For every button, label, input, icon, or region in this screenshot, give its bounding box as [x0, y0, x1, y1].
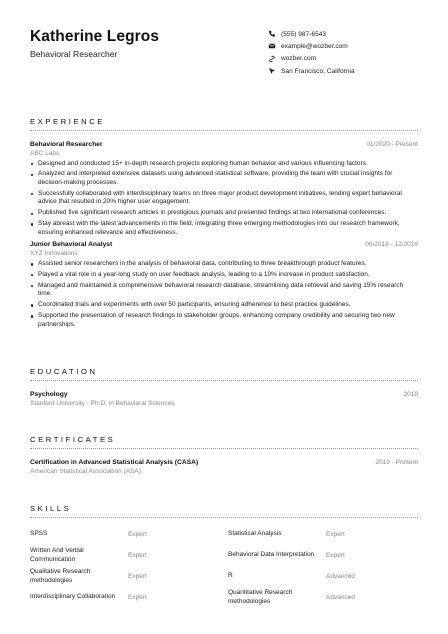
bullet-item: Managed and maintained a comprehensive behavioral research database, streamlining data retrieval and saving 15% research time.: [30, 282, 418, 299]
job-bullets: [30, 260, 418, 329]
contact-email-text: example@wozber.com: [281, 42, 348, 50]
contact-block: [268, 28, 428, 77]
education-heading: EDUCATION: [30, 367, 98, 376]
skill-name: Quantitative Research methodologies: [228, 589, 293, 605]
skill-level: Expert: [128, 552, 147, 559]
section-divider: [30, 130, 418, 131]
bullet-item: Coordinated trials and experiments with over 50 participants, ensuring adherence to best practice guidelines.: [30, 301, 418, 310]
bullet-item: Successfully collaborated with interdisciplinary teams on three major product development initiatives, lending expert behavioral advice that resulted in 20% higher user engagement.: [30, 190, 418, 207]
bullet-item: Played a vital role in a year-long study on user feedback analysis, leading to a 10% increase in product satisfaction.: [30, 271, 418, 280]
bullet-item: Analyzed and interpreted extensive datasets using advanced statistical software, providing the team with crucial insights for decision-making processes.: [30, 170, 418, 187]
certificate-issuer: American Statistical Association (ASA): [30, 467, 141, 475]
section-divider: [30, 380, 418, 381]
contact-website-text: wozber.com: [281, 55, 317, 63]
skill-level: Expert: [128, 594, 147, 601]
skill-name: Statistical Analysis: [228, 530, 282, 538]
job-company: XYZ Innovations: [30, 249, 78, 257]
job-dates: 06/2018 - 12/2019: [365, 241, 418, 249]
contact-email: [268, 40, 428, 52]
experience-heading: EXPERIENCE: [30, 117, 105, 126]
skill-name: Interdisciplinary Collaboration: [30, 593, 116, 601]
certificate-entry: [30, 459, 418, 475]
skills-grid: [30, 526, 418, 606]
skill-name: R: [228, 572, 233, 580]
job-bullets: [30, 160, 418, 238]
contact-phone: [268, 28, 428, 40]
contact-website: [268, 53, 428, 65]
link-icon: [268, 55, 276, 63]
email-icon: [268, 42, 276, 50]
phone-icon: [268, 30, 276, 38]
contact-location-text: San Francisco, California: [281, 67, 355, 75]
job-entry: [30, 141, 418, 237]
skills-section: [30, 504, 418, 606]
experience-section: [30, 117, 418, 332]
skill-name: Written And Verbal Communication: [30, 547, 84, 563]
certificates-heading: CERTIFICATES: [30, 435, 116, 444]
section-divider: [30, 517, 418, 518]
bullet-item: Published five significant research articles in prestigious journals and presented findings at two international conferences.: [30, 209, 418, 218]
contact-phone-text: (555) 987-6543: [281, 30, 327, 38]
education-entry: [30, 391, 418, 407]
skill-name: Behavioral Data Interpretation: [228, 551, 315, 559]
skills-heading: SKILLS: [30, 504, 72, 513]
job-entry: [30, 241, 418, 329]
bullet-item: Assisted senior researchers in the analysis of behavioral data, contributing to three breakthrough product features.: [30, 260, 418, 269]
job-company: ABC Labs: [30, 149, 60, 157]
skill-level: Advanced: [326, 573, 355, 580]
skill-name: SPSS: [30, 530, 48, 538]
skill-level: Advanced: [326, 594, 355, 601]
education-dates: 2018: [403, 391, 418, 398]
job-title: Behavioral Researcher: [30, 141, 103, 148]
job-title: Junior Behavioral Analyst: [30, 241, 113, 249]
skill-level: Expert: [326, 552, 345, 559]
education-title: Psychology: [30, 391, 68, 398]
certificate-dates: 2019 - Present: [375, 459, 418, 466]
skill-name: Qualitative Research methodologies: [30, 568, 91, 584]
skill-level: Expert: [128, 573, 147, 580]
bullet-item: Supported the presentation of research findings to stakeholder groups, enhancing company credibility and securing two new partnerships.: [30, 312, 418, 329]
skill-level: Expert: [326, 531, 345, 538]
bullet-item: Designed and conducted 15+ in-depth research projects exploring human behavior and various influencing factors.: [30, 160, 418, 169]
contact-location: [268, 65, 428, 77]
education-section: [30, 367, 418, 407]
skill-level: Expert: [128, 531, 147, 538]
certificate-title: Certification in Advanced Statistical Analysis (CASA): [30, 459, 199, 466]
education-detail: Stanford University - Ph.D. in Behavioral Sciences: [30, 399, 175, 407]
location-icon: [268, 67, 276, 75]
certificates-section: [30, 435, 418, 475]
section-divider: [30, 448, 418, 449]
job-dates: 01/2020 - Present: [366, 141, 418, 148]
candidate-title: Behavioral Researcher: [30, 49, 118, 59]
bullet-item: Stay abreast with the latest advancements in the field, integrating three emerging methodologies into our research framework, ensuring enhanced relevance and effectiveness.: [30, 220, 418, 237]
candidate-name: Katherine Legros: [30, 28, 160, 45]
